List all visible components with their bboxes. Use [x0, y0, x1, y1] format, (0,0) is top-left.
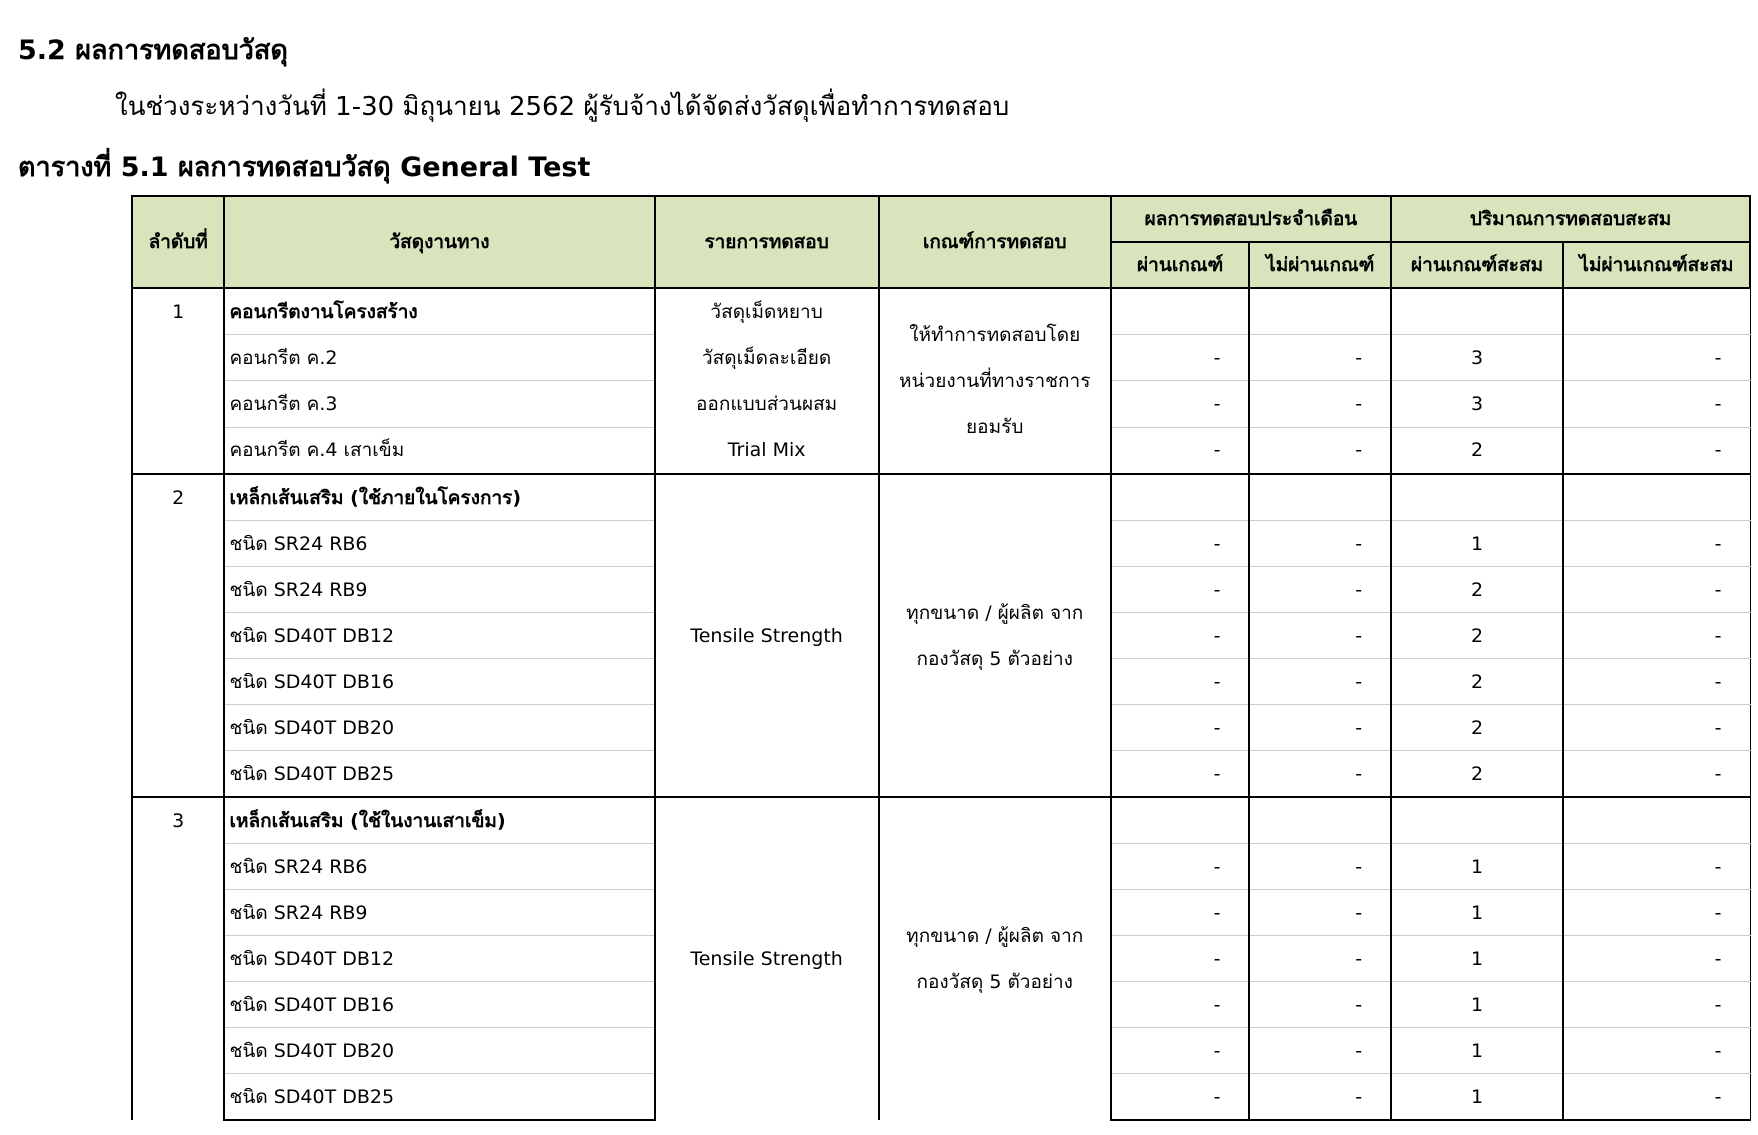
pass-value: - [1111, 705, 1250, 751]
criteria-line: ทุกขนาด / ผู้ผลิต จาก [906, 601, 1084, 624]
material-name: ชนิด SD40T DB12 [224, 936, 654, 982]
pass-value: - [1111, 844, 1250, 890]
pass-value: - [1111, 613, 1250, 659]
header-pass: ผ่านเกณฑ์ [1111, 242, 1250, 288]
material-name: ชนิด SR24 RB6 [224, 521, 654, 567]
fail-cum-value: - [1563, 659, 1750, 705]
empty-cell [1563, 474, 1750, 521]
pass-value: - [1111, 751, 1250, 798]
pass-cum-value: 2 [1391, 705, 1563, 751]
material-name: คอนกรีต ค.4 เสาเข็ม [224, 427, 654, 474]
fail-cum-value: - [1563, 890, 1750, 936]
empty-cell [1111, 797, 1250, 844]
group-criteria [879, 797, 1111, 1120]
empty-cell [1563, 288, 1750, 335]
test-item-line: Trial Mix [727, 439, 806, 461]
fail-value: - [1249, 751, 1391, 798]
criteria-line: ทุกขนาด / ผู้ผลิต จาก [906, 925, 1084, 947]
fail-cum-value: - [1563, 381, 1750, 427]
table-group-title-row [132, 288, 1750, 335]
material-name: ชนิด SD40T DB16 [224, 659, 654, 705]
fail-cum-value: - [1563, 1028, 1750, 1074]
criteria-line: ยอมรับ [966, 416, 1024, 438]
pass-value: - [1111, 936, 1250, 982]
fail-cum-value: - [1563, 982, 1750, 1028]
intro-paragraph: ในช่วงระหว่างวันที่ 1-30 มิถุนายน 2562 ผู้รับจ้างได้จัดส่งวัสดุเพื่อทำการทดสอบ [115, 92, 1010, 122]
fail-cum-value: - [1563, 705, 1750, 751]
pass-cum-value: 3 [1391, 381, 1563, 427]
pass-value: - [1111, 1074, 1250, 1121]
fail-value: - [1249, 613, 1391, 659]
header-pass-cum: ผ่านเกณฑ์สะสม [1391, 242, 1563, 288]
group-title: เหล็กเส้นเสริม (ใช้ในงานเสาเข็ม) [224, 797, 654, 844]
empty-cell [1249, 288, 1391, 335]
material-name: ชนิด SD40T DB20 [224, 705, 654, 751]
pass-cum-value: 1 [1391, 844, 1563, 890]
results-table [131, 195, 1751, 1121]
header-fail: ไม่ผ่านเกณฑ์ [1249, 242, 1391, 288]
header-criteria: เกณฑ์การทดสอบ [879, 196, 1111, 288]
pass-cum-value: 1 [1391, 890, 1563, 936]
pass-cum-value: 3 [1391, 335, 1563, 381]
fail-value: - [1249, 381, 1391, 427]
pass-cum-value: 2 [1391, 613, 1563, 659]
pass-value: - [1111, 521, 1250, 567]
group-title: เหล็กเส้นเสริม (ใช้ภายในโครงการ) [224, 474, 654, 521]
test-item-line: วัสดุเม็ดละเอียด [702, 347, 832, 369]
pass-cum-value: 2 [1391, 751, 1563, 798]
table-caption: ตารางที่ 5.1 ผลการทดสอบวัสดุ General Test [18, 152, 591, 183]
header-seq: ลำดับที่ [132, 196, 224, 288]
empty-cell [1111, 474, 1250, 521]
fail-cum-value: - [1563, 1074, 1750, 1121]
table-group-title-row [132, 797, 1750, 844]
fail-value: - [1249, 705, 1391, 751]
fail-value: - [1249, 659, 1391, 705]
group-test-item [655, 288, 879, 474]
header-test-item: รายการทดสอบ [655, 196, 879, 288]
fail-value: - [1249, 982, 1391, 1028]
fail-cum-value: - [1563, 844, 1750, 890]
group-test-item [655, 797, 879, 1120]
fail-value: - [1249, 335, 1391, 381]
fail-value: - [1249, 1028, 1391, 1074]
group-seq: 1 [132, 288, 224, 474]
empty-cell [1111, 288, 1250, 335]
fail-cum-value: - [1563, 936, 1750, 982]
material-name: คอนกรีต ค.3 [224, 381, 654, 427]
header-monthly: ผลการทดสอบประจำเดือน [1111, 196, 1391, 242]
pass-value: - [1111, 335, 1250, 381]
empty-cell [1249, 474, 1391, 521]
criteria-line: กองวัสดุ 5 ตัวอย่าง [916, 971, 1073, 993]
group-criteria [879, 288, 1111, 474]
criteria-line: หน่วยงานที่ทางราชการ [899, 370, 1091, 392]
criteria-line: กองวัสดุ 5 ตัวอย่าง [916, 647, 1073, 670]
material-name: คอนกรีต ค.2 [224, 335, 654, 381]
fail-cum-value: - [1563, 751, 1750, 798]
material-name: ชนิด SD40T DB25 [224, 1074, 654, 1121]
fail-cum-value: - [1563, 567, 1750, 613]
group-title: คอนกรีตงานโครงสร้าง [224, 288, 654, 335]
pass-cum-value: 2 [1391, 427, 1563, 474]
test-item-line: ออกแบบส่วนผสม [696, 393, 838, 415]
pass-cum-value: 1 [1391, 982, 1563, 1028]
material-name: ชนิด SR24 RB9 [224, 567, 654, 613]
header-fail-cum: ไม่ผ่านเกณฑ์สะสม [1563, 242, 1750, 288]
empty-cell [1563, 797, 1750, 844]
material-name: ชนิด SR24 RB9 [224, 890, 654, 936]
fail-value: - [1249, 521, 1391, 567]
fail-value: - [1249, 936, 1391, 982]
table-body [132, 288, 1750, 1120]
pass-cum-value: 1 [1391, 1028, 1563, 1074]
pass-value: - [1111, 890, 1250, 936]
table-group-title-row [132, 474, 1750, 521]
fail-value: - [1249, 567, 1391, 613]
material-name: ชนิด SD40T DB12 [224, 613, 654, 659]
pass-value: - [1111, 1028, 1250, 1074]
pass-value: - [1111, 567, 1250, 613]
test-item-line: Tensile Strength [690, 948, 843, 970]
test-item-line: วัสดุเม็ดหยาบ [710, 301, 823, 323]
pass-value: - [1111, 982, 1250, 1028]
fail-value: - [1249, 890, 1391, 936]
fail-value: - [1249, 427, 1391, 474]
pass-cum-value: 2 [1391, 659, 1563, 705]
material-name: ชนิด SD40T DB25 [224, 751, 654, 798]
header-material: วัสดุงานทาง [224, 196, 654, 288]
empty-cell [1391, 797, 1563, 844]
empty-cell [1391, 288, 1563, 335]
material-name: ชนิด SD40T DB20 [224, 1028, 654, 1074]
empty-cell [1391, 474, 1563, 521]
fail-cum-value: - [1563, 335, 1750, 381]
fail-value: - [1249, 1074, 1391, 1121]
empty-cell [1249, 797, 1391, 844]
material-name: ชนิด SD40T DB16 [224, 982, 654, 1028]
pass-cum-value: 1 [1391, 521, 1563, 567]
fail-cum-value: - [1563, 613, 1750, 659]
pass-value: - [1111, 659, 1250, 705]
group-criteria [879, 474, 1111, 797]
pass-cum-value: 1 [1391, 1074, 1563, 1121]
material-name: ชนิด SR24 RB6 [224, 844, 654, 890]
fail-cum-value: - [1563, 521, 1750, 567]
fail-cum-value: - [1563, 427, 1750, 474]
group-test-item [655, 474, 879, 797]
pass-cum-value: 2 [1391, 567, 1563, 613]
pass-cum-value: 1 [1391, 936, 1563, 982]
criteria-line: ให้ทำการทดสอบโดย [909, 324, 1081, 346]
pass-value: - [1111, 381, 1250, 427]
group-seq: 2 [132, 474, 224, 797]
group-seq: 3 [132, 797, 224, 1120]
pass-value: - [1111, 427, 1250, 474]
header-cumulative: ปริมาณการทดสอบสะสม [1391, 196, 1750, 242]
test-item-line: Tensile Strength [690, 624, 843, 647]
section-heading: 5.2 ผลการทดสอบวัสดุ [18, 35, 288, 66]
fail-value: - [1249, 844, 1391, 890]
